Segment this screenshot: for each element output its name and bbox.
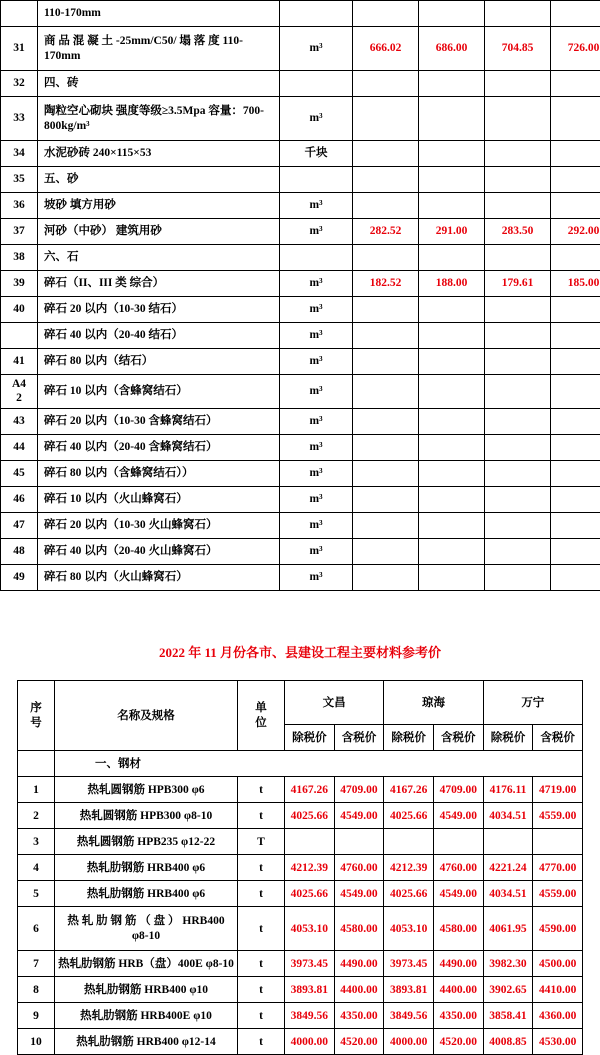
row-index-cell	[1, 323, 38, 349]
price-cell	[551, 71, 600, 97]
price-cell	[485, 538, 551, 564]
price-cell: 4176.11	[483, 777, 533, 803]
unit-cell: m³	[280, 97, 353, 141]
price-cell: 3982.30	[483, 951, 533, 977]
unit-cell: m³	[280, 193, 353, 219]
row-index-cell: 49	[1, 564, 38, 590]
material-name-cell: 碎石 40 以内（20-40 含蜂窝结石）	[38, 434, 280, 460]
price-cell: 182.52	[353, 271, 419, 297]
price-cell	[485, 141, 551, 167]
price-cell: 4400.00	[433, 977, 483, 1003]
table-row	[18, 1029, 583, 1055]
row-index-cell: 10	[18, 1029, 55, 1055]
row-index-cell	[1, 1, 38, 27]
price-cell	[334, 829, 384, 855]
table-row	[1, 193, 600, 219]
header-cell-city: 万宁	[483, 681, 582, 725]
row-index-cell: 46	[1, 486, 38, 512]
table-row	[18, 951, 583, 977]
material-name-cell: 110-170mm	[38, 1, 280, 27]
price-cell	[551, 375, 600, 409]
unit-cell: m³	[280, 27, 353, 71]
price-cell: 4221.24	[483, 855, 533, 881]
price-cell: 4549.00	[334, 803, 384, 829]
price-cell	[551, 349, 600, 375]
price-cell	[551, 486, 600, 512]
price-cell: 3902.65	[483, 977, 533, 1003]
price-cell	[419, 408, 485, 434]
price-cell: 4360.00	[533, 1003, 583, 1029]
price-cell	[551, 97, 600, 141]
table-row	[18, 803, 583, 829]
price-cell: 4590.00	[533, 907, 583, 951]
price-cell: 4400.00	[334, 977, 384, 1003]
price-cell	[485, 375, 551, 409]
price-cell: 4719.00	[533, 777, 583, 803]
material-name-cell: 碎石 20 以内（10-30 结石）	[38, 297, 280, 323]
material-name-cell: 商 品 混 凝 土 -25mm/C50/ 塌 落 度 110-170mm	[38, 27, 280, 71]
table-row	[18, 855, 583, 881]
unit-cell: t	[238, 777, 285, 803]
unit-cell: t	[238, 977, 285, 1003]
price-cell	[485, 193, 551, 219]
material-name-cell: 碎石（II、III 类 综合）	[38, 271, 280, 297]
reference-table-body	[18, 681, 583, 1055]
price-cell: 3893.81	[285, 977, 335, 1003]
table-row	[1, 323, 600, 349]
price-cell	[353, 193, 419, 219]
price-cell	[353, 460, 419, 486]
price-cell: 283.50	[485, 219, 551, 245]
price-cell	[485, 408, 551, 434]
unit-cell: m³	[280, 486, 353, 512]
price-cell: 4500.00	[533, 951, 583, 977]
price-cell	[485, 1, 551, 27]
header-cell-pricetype: 含税价	[334, 725, 384, 751]
price-cell	[419, 141, 485, 167]
price-cell: 4530.00	[533, 1029, 583, 1055]
price-cell: 188.00	[419, 271, 485, 297]
material-name-cell: 热轧圆钢筋 HPB300 φ6	[55, 777, 238, 803]
price-cell	[419, 97, 485, 141]
price-cell	[485, 297, 551, 323]
material-name-cell: 热轧圆钢筋 HPB300 φ8-10	[55, 803, 238, 829]
price-cell	[483, 829, 533, 855]
material-name-cell: 热轧肋钢筋 HRB400 φ6	[55, 855, 238, 881]
price-cell	[353, 71, 419, 97]
material-name-cell: 碎石 80 以内（结石）	[38, 349, 280, 375]
price-cell	[419, 486, 485, 512]
table-row	[18, 1003, 583, 1029]
header-cell-name: 名称及规格	[55, 681, 238, 751]
row-index-cell: 48	[1, 538, 38, 564]
row-index-cell: 35	[1, 167, 38, 193]
material-name-cell: 坡砂 填方用砂	[38, 193, 280, 219]
header-cell-pricetype: 除税价	[483, 725, 533, 751]
price-cell	[551, 434, 600, 460]
price-cell	[353, 538, 419, 564]
price-cell: 3849.56	[384, 1003, 434, 1029]
price-cell	[419, 538, 485, 564]
price-cell	[551, 323, 600, 349]
price-cell: 4410.00	[533, 977, 583, 1003]
price-cell	[419, 434, 485, 460]
price-cell	[551, 460, 600, 486]
header-cell-pricetype: 除税价	[384, 725, 434, 751]
material-name-cell: 五、砂	[38, 167, 280, 193]
price-cell: 4212.39	[384, 855, 434, 881]
price-cell	[485, 434, 551, 460]
price-cell: 4034.51	[483, 803, 533, 829]
table-row	[1, 97, 600, 141]
price-cell: 4490.00	[433, 951, 483, 977]
price-cell	[485, 512, 551, 538]
table-row	[1, 27, 600, 71]
price-cell	[285, 829, 335, 855]
header-cell-pricetype: 含税价	[533, 725, 583, 751]
price-cell	[419, 349, 485, 375]
material-name-cell: 碎石 80 以内（火山蜂窝石）	[38, 564, 280, 590]
price-cell	[419, 297, 485, 323]
price-cell: 4053.10	[285, 907, 335, 951]
material-name-cell: 热轧肋钢筋 HRB（盘）400E φ8-10	[55, 951, 238, 977]
unit-cell: m³	[280, 512, 353, 538]
price-cell	[551, 408, 600, 434]
material-name-cell: 碎石 40 以内（20-40 火山蜂窝石）	[38, 538, 280, 564]
unit-cell	[280, 167, 353, 193]
price-cell: 686.00	[419, 27, 485, 71]
price-cell	[485, 460, 551, 486]
row-index-cell: 32	[1, 71, 38, 97]
unit-cell: m³	[280, 408, 353, 434]
unit-cell: t	[238, 1003, 285, 1029]
header-cell-pricetype: 除税价	[285, 725, 335, 751]
price-cell	[485, 486, 551, 512]
price-cell: 4053.10	[384, 907, 434, 951]
price-cell	[419, 71, 485, 97]
material-name-cell: 碎石 10 以内（火山蜂窝石）	[38, 486, 280, 512]
header-cell-city: 文昌	[285, 681, 384, 725]
row-index-cell: 38	[1, 245, 38, 271]
price-cell	[551, 193, 600, 219]
price-cell	[551, 167, 600, 193]
price-cell: 291.00	[419, 219, 485, 245]
material-name-cell: 四、砖	[38, 71, 280, 97]
row-index-cell: 6	[18, 907, 55, 951]
price-cell	[353, 167, 419, 193]
price-cell: 4549.00	[433, 881, 483, 907]
header-cell-pricetype: 含税价	[433, 725, 483, 751]
unit-cell: t	[238, 1029, 285, 1055]
reference-price-table	[17, 680, 583, 1055]
material-name-cell: 碎石 20 以内（10-30 火山蜂窝石）	[38, 512, 280, 538]
price-cell: 185.00	[551, 271, 600, 297]
price-cell: 4709.00	[334, 777, 384, 803]
price-cell: 4580.00	[334, 907, 384, 951]
unit-cell: t	[238, 907, 285, 951]
price-cell: 4167.26	[285, 777, 335, 803]
table-row	[18, 829, 583, 855]
unit-cell: m³	[280, 538, 353, 564]
price-cell	[433, 829, 483, 855]
unit-cell: t	[238, 855, 285, 881]
price-cell	[485, 245, 551, 271]
table-row	[1, 297, 600, 323]
row-index-cell: 31	[1, 27, 38, 71]
row-index-cell: 8	[18, 977, 55, 1003]
material-name-cell: 碎石 10 以内（含蜂窝结石）	[38, 375, 280, 409]
table-row	[1, 434, 600, 460]
unit-cell: t	[238, 951, 285, 977]
price-cell	[551, 245, 600, 271]
section-title: 2022 年 11 月份各市、县建设工程主要材料参考价	[0, 645, 600, 661]
unit-cell: m³	[280, 323, 353, 349]
price-cell: 3858.41	[483, 1003, 533, 1029]
price-cell: 4025.66	[285, 881, 335, 907]
price-cell: 4580.00	[433, 907, 483, 951]
material-name-cell: 热轧肋钢筋 HRB400 φ6	[55, 881, 238, 907]
row-index-cell: 41	[1, 349, 38, 375]
row-index-cell: 45	[1, 460, 38, 486]
unit-cell: t	[238, 881, 285, 907]
unit-cell	[280, 71, 353, 97]
table-row	[1, 219, 600, 245]
price-cell: 3893.81	[384, 977, 434, 1003]
price-cell: 179.61	[485, 271, 551, 297]
price-cell	[485, 349, 551, 375]
row-index-cell: 47	[1, 512, 38, 538]
unit-cell	[280, 1, 353, 27]
header-cell-unit: 单 位	[238, 681, 285, 751]
price-cell: 704.85	[485, 27, 551, 71]
price-cell: 3973.45	[285, 951, 335, 977]
row-index-cell: 4	[18, 855, 55, 881]
price-cell	[353, 564, 419, 590]
row-index-cell: 43	[1, 408, 38, 434]
category-row	[18, 751, 583, 777]
price-cell	[533, 829, 583, 855]
price-cell	[551, 1, 600, 27]
price-cell: 4167.26	[384, 777, 434, 803]
row-index-cell: 36	[1, 193, 38, 219]
price-cell	[485, 167, 551, 193]
material-name-cell: 热轧肋钢筋 HRB400 φ12-14	[55, 1029, 238, 1055]
material-name-cell: 六、石	[38, 245, 280, 271]
unit-cell: T	[238, 829, 285, 855]
price-cell	[353, 408, 419, 434]
price-cell: 4549.00	[433, 803, 483, 829]
price-cell	[419, 1, 485, 27]
price-cell	[353, 486, 419, 512]
table-row	[1, 460, 600, 486]
unit-cell	[280, 245, 353, 271]
material-name-cell: 碎石 20 以内（10-30 含蜂窝结石）	[38, 408, 280, 434]
table-row	[18, 907, 583, 951]
material-name-cell: 水泥砂砖 240×115×53	[38, 141, 280, 167]
table-row	[1, 245, 600, 271]
row-index-cell: 40	[1, 297, 38, 323]
price-cell: 726.00	[551, 27, 600, 71]
spacer-below-title	[0, 660, 600, 680]
price-cell	[419, 193, 485, 219]
price-cell	[353, 434, 419, 460]
price-cell	[551, 564, 600, 590]
materials-table-body	[1, 1, 600, 591]
material-name-cell: 碎石 40 以内（20-40 结石）	[38, 323, 280, 349]
category-index-cell	[18, 751, 55, 777]
price-cell	[419, 245, 485, 271]
price-cell	[353, 1, 419, 27]
price-cell	[485, 323, 551, 349]
row-index-cell: 5	[18, 881, 55, 907]
price-cell: 4000.00	[285, 1029, 335, 1055]
unit-cell: m³	[280, 460, 353, 486]
material-name-cell: 碎石 80 以内（含蜂窝结石））	[38, 460, 280, 486]
price-cell	[551, 297, 600, 323]
material-name-cell: 河砂（中砂） 建筑用砂	[38, 219, 280, 245]
price-cell	[551, 141, 600, 167]
price-cell: 4212.39	[285, 855, 335, 881]
price-cell	[353, 297, 419, 323]
material-name-cell: 陶粒空心砌块 强度等级≥3.5Mpa 容量：700-800kg/m³	[38, 97, 280, 141]
table-row	[1, 271, 600, 297]
table-row	[1, 349, 600, 375]
table-row	[18, 881, 583, 907]
category-label: 一、钢材	[55, 751, 583, 777]
price-cell	[485, 97, 551, 141]
table-row	[1, 408, 600, 434]
table-row	[1, 538, 600, 564]
row-index-cell: 3	[18, 829, 55, 855]
price-cell	[353, 375, 419, 409]
table-row	[18, 977, 583, 1003]
price-cell	[353, 323, 419, 349]
header-cell-no: 序 号	[18, 681, 55, 751]
table-header-row	[18, 681, 583, 725]
row-index-cell: 7	[18, 951, 55, 977]
price-cell: 282.52	[353, 219, 419, 245]
row-index-cell: 34	[1, 141, 38, 167]
row-index-cell: A4 2	[1, 375, 38, 409]
row-index-cell: 37	[1, 219, 38, 245]
price-cell: 4025.66	[384, 803, 434, 829]
price-cell: 4520.00	[433, 1029, 483, 1055]
table-row	[18, 777, 583, 803]
price-cell: 4770.00	[533, 855, 583, 881]
price-cell: 292.00	[551, 219, 600, 245]
price-cell	[419, 512, 485, 538]
table-row	[1, 486, 600, 512]
price-cell	[485, 71, 551, 97]
row-index-cell: 39	[1, 271, 38, 297]
table-row	[1, 141, 600, 167]
price-cell: 4350.00	[433, 1003, 483, 1029]
price-cell: 4549.00	[334, 881, 384, 907]
table-row	[1, 167, 600, 193]
price-cell	[551, 538, 600, 564]
price-cell	[485, 564, 551, 590]
price-cell: 4559.00	[533, 881, 583, 907]
unit-cell: m³	[280, 564, 353, 590]
price-cell	[419, 375, 485, 409]
unit-cell: m³	[280, 375, 353, 409]
price-cell	[353, 97, 419, 141]
price-cell: 4034.51	[483, 881, 533, 907]
table-row	[1, 512, 600, 538]
unit-cell: m³	[280, 349, 353, 375]
unit-cell: m³	[280, 271, 353, 297]
price-cell: 4000.00	[384, 1029, 434, 1055]
material-name-cell: 热轧肋钢筋 HRB400 φ10	[55, 977, 238, 1003]
price-cell	[353, 245, 419, 271]
header-cell-city: 琼海	[384, 681, 483, 725]
price-cell	[419, 167, 485, 193]
table-row	[1, 564, 600, 590]
table-row	[1, 375, 600, 409]
price-cell: 4709.00	[433, 777, 483, 803]
price-cell	[419, 323, 485, 349]
material-name-cell: 热 轧 肋 钢 筋 （ 盘 ） HRB400 φ8-10	[55, 907, 238, 951]
price-cell	[353, 512, 419, 538]
price-cell	[419, 460, 485, 486]
price-cell: 4025.66	[384, 881, 434, 907]
price-cell: 4490.00	[334, 951, 384, 977]
unit-cell: m³	[280, 219, 353, 245]
price-cell: 4760.00	[334, 855, 384, 881]
price-cell: 4520.00	[334, 1029, 384, 1055]
price-cell	[419, 564, 485, 590]
price-cell: 4350.00	[334, 1003, 384, 1029]
price-cell: 3849.56	[285, 1003, 335, 1029]
spacer-between-tables	[0, 591, 600, 645]
row-index-cell: 9	[18, 1003, 55, 1029]
price-cell	[551, 512, 600, 538]
material-name-cell: 热轧圆钢筋 HPB235 φ12-22	[55, 829, 238, 855]
price-cell: 4760.00	[433, 855, 483, 881]
price-cell	[384, 829, 434, 855]
price-cell	[353, 349, 419, 375]
price-cell: 666.02	[353, 27, 419, 71]
row-index-cell: 33	[1, 97, 38, 141]
row-index-cell: 2	[18, 803, 55, 829]
price-cell: 4025.66	[285, 803, 335, 829]
price-cell: 4008.85	[483, 1029, 533, 1055]
price-cell: 4559.00	[533, 803, 583, 829]
price-cell	[353, 141, 419, 167]
unit-cell: m³	[280, 297, 353, 323]
row-index-cell: 44	[1, 434, 38, 460]
unit-cell: m³	[280, 434, 353, 460]
row-index-cell: 1	[18, 777, 55, 803]
price-cell: 3973.45	[384, 951, 434, 977]
table-row	[1, 1, 600, 27]
price-cell: 4061.95	[483, 907, 533, 951]
unit-cell: t	[238, 803, 285, 829]
unit-cell: 千块	[280, 141, 353, 167]
table-row	[1, 71, 600, 97]
material-name-cell: 热轧肋钢筋 HRB400E φ10	[55, 1003, 238, 1029]
